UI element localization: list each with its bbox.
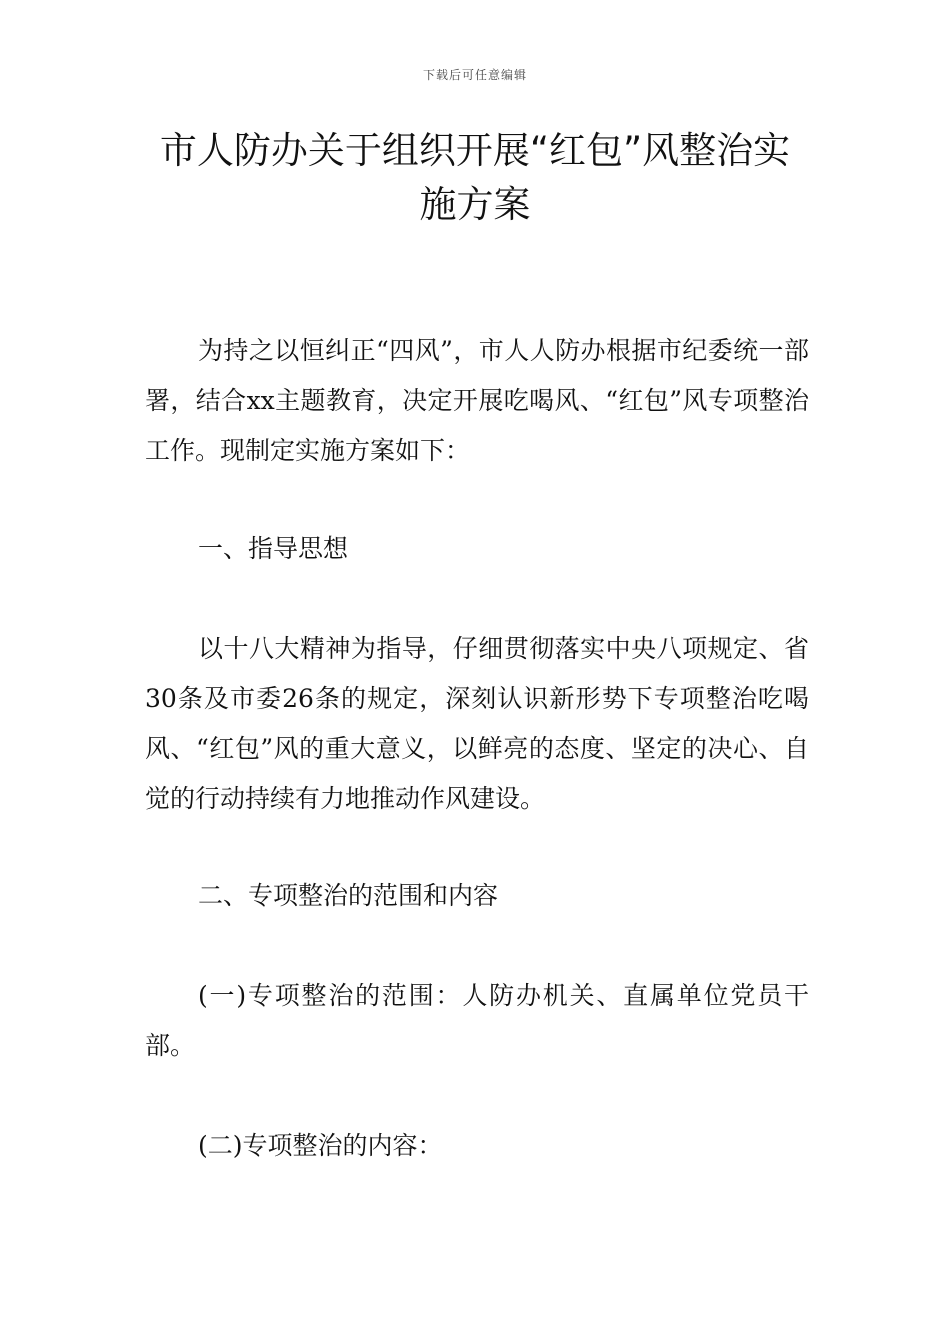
header-note: 下载后可任意编辑: [422, 68, 527, 82]
guiding-thought-paragraph: 以十八大精神为指导，仔细贯彻落实中央八项规定、省30条及市委26条的规定，深刻认识新形势下专项整治吃喝风、“红包”风的重大意义，以鲜亮的态度、坚定的决心、自觉的行动持续有力地推动作风建设。: [145, 634, 809, 813]
title-line-2: 施方案: [419, 183, 531, 226]
content-paragraph: (二)专项整治的内容：: [198, 1131, 443, 1160]
document-title: [130, 124, 820, 232]
section-heading-guiding-thought: 一、指导思想: [198, 534, 349, 563]
title-line-1: 市人防办关于组织开展“红包”风整治实: [159, 129, 791, 172]
section-heading-scope-and-content: 二、专项整治的范围和内容: [198, 881, 499, 910]
scope-paragraph: (一)专项整治的范围：人防办机关、直属单位党员干部。: [145, 981, 809, 1060]
intro-paragraph: 为持之以恒纠正“四风”，市人人防办根据市纪委统一部署，结合xx主题教育，决定开展吃喝风、“红包”风专项整治工作。现制定实施方案如下：: [145, 336, 809, 465]
